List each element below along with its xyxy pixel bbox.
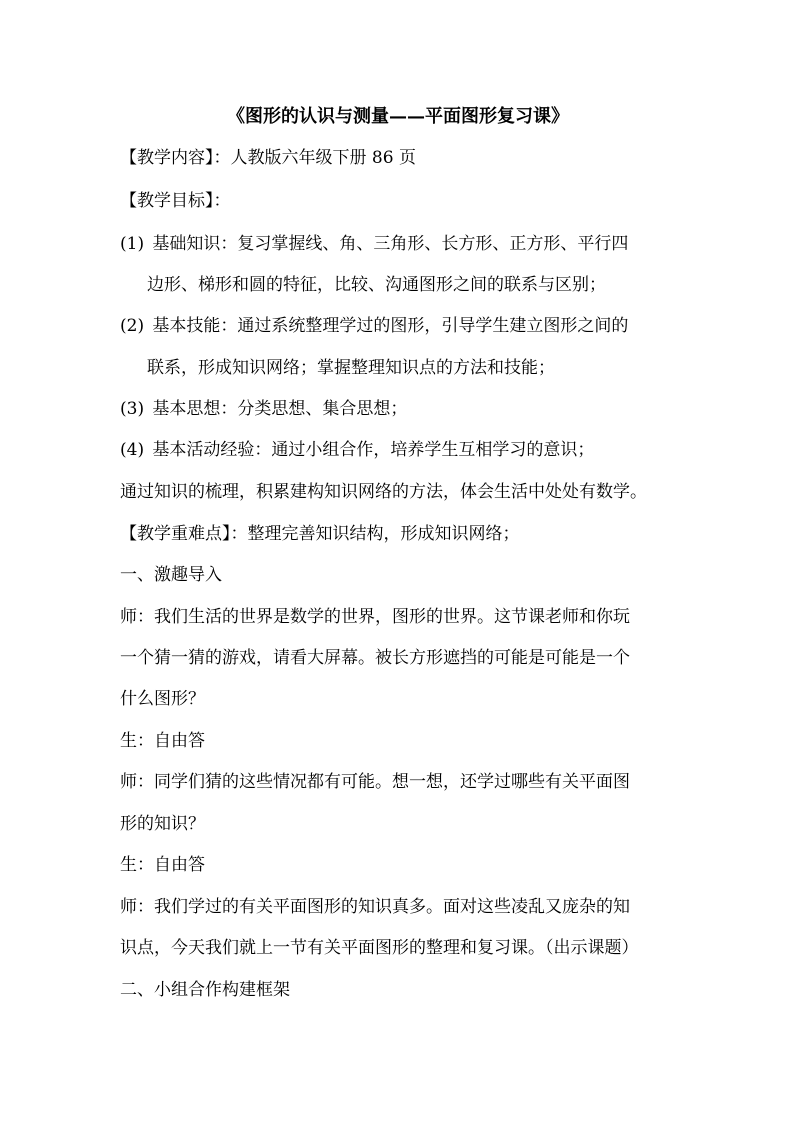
goal-1-number: (1) — [120, 234, 145, 254]
goal-extra-line: 通过知识的梳理，积累建构知识网络的方法，体会生活中处处有数学。 — [120, 482, 647, 502]
student-2-line: 生：自由答 — [120, 855, 205, 875]
teacher-2-line-2: 形的知识？ — [120, 814, 205, 834]
student-1-line: 生：自由答 — [120, 731, 205, 751]
teacher-1-line-3: 什么图形？ — [120, 689, 205, 709]
teacher-2-line-1: 师：同学们猜的这些情况都有可能。想一想，还学过哪些有关平面图 — [120, 772, 630, 792]
goal-1-line-2: 边形、梯形和圆的特征，比较、沟通图形之间的联系与区别； — [147, 275, 606, 295]
section-2-heading: 二、小组合作构建框架 — [120, 980, 290, 1000]
teacher-1-line-1: 师：我们生活的世界是数学的世界，图形的世界。这节课老师和你玩 — [120, 607, 630, 627]
teacher-3-line-1: 师：我们学过的有关平面图形的知识真多。面对这些凌乱又庞杂的知 — [120, 897, 630, 917]
goal-2-text-1: 基本技能：通过系统整理学过的图形，引导学生建立图形之间的 — [152, 316, 629, 336]
section-1-heading: 一、激趣导入 — [120, 565, 222, 585]
teaching-content-line: 【教学内容】：人教版六年级下册 86 页 — [120, 148, 416, 168]
teacher-3-line-2: 识点，今天我们就上一节有关平面图形的整理和复习课。（出示课题） — [120, 938, 639, 958]
goal-1-line-1 — [120, 224, 680, 264]
goal-2-number: (2) — [120, 316, 145, 336]
goal-2-line-2: 联系，形成知识网络；掌握整理知识点的方法和技能； — [147, 358, 555, 378]
teacher-1-line-2: 一个猜一猜的游戏，请看大屏幕。被长方形遮挡的可能是可能是一个 — [120, 648, 630, 668]
goal-4-text: 基本活动经验：通过小组合作，培养学生互相学习的意识； — [152, 440, 595, 460]
teaching-goals-heading: 【教学目标】： — [120, 191, 231, 211]
goal-2-line-1 — [120, 306, 680, 346]
goal-4-line — [120, 430, 680, 470]
goal-3-line — [120, 389, 680, 429]
key-points-line: 【教学重难点】：整理完善知识结构，形成知识网络； — [120, 524, 520, 544]
goal-1-text-1: 基础知识：复习掌握线、角、三角形、长方形、正方形、平行四 — [152, 234, 629, 254]
goal-3-text: 基本思想：分类思想、集合思想； — [152, 399, 408, 419]
goal-3-number: (3) — [120, 399, 145, 419]
document-title: 《图形的认识与测量——平面图形复习课》 — [227, 106, 569, 127]
goal-4-number: (4) — [120, 440, 145, 460]
